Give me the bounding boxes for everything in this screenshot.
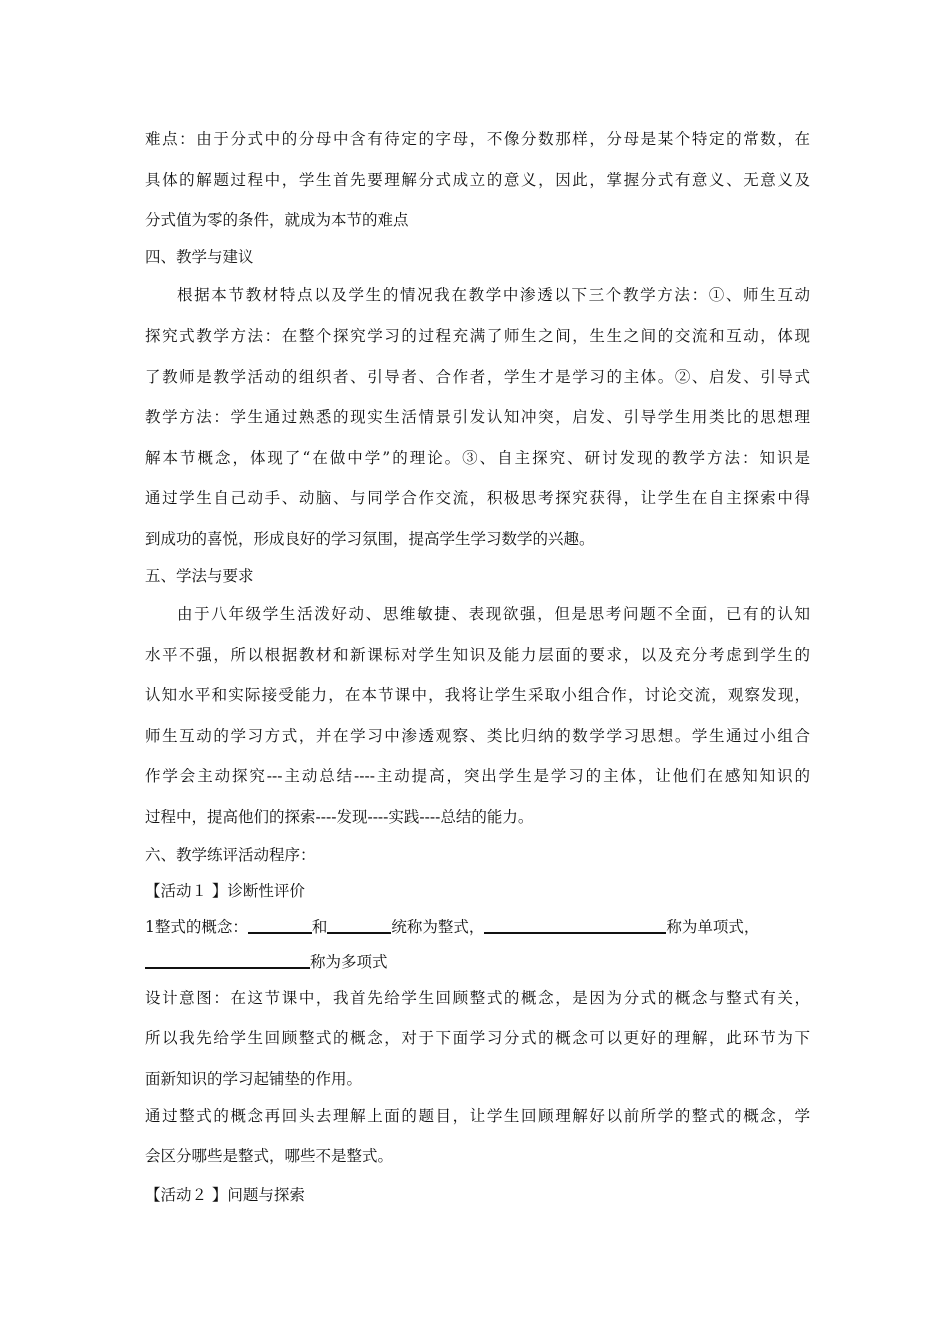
question-single-term: 称为单项式， [666, 918, 760, 936]
section-5-paragraph-line: 认知水平和实际接受能力，在本节课中，我将让学生采取小组合作，讨论交流，观察发现， [145, 686, 810, 704]
section-5-paragraph-line: 师生互动的学习方式，并在学习中渗透观察、类比归纳的数学学习思想。学生通过小组合 [145, 727, 810, 745]
design-intent-line: 设计意图：在这节课中，我首先给学生回顾整式的概念，是因为分式的概念与整式有关， [145, 989, 810, 1007]
design-intent-line: 所以我先给学生回顾整式的概念，对于下面学习分式的概念可以更好的理解，此环节为下 [145, 1029, 810, 1047]
section-4-paragraph-line: 通过学生自己动手、动脑、与同学合作交流，积极思考探究获得，让学生在自主探索中得 [145, 489, 810, 507]
activity-1-heading: 【活动１ 】诊断性评价 [145, 882, 305, 900]
section-4-paragraph-line: 解本节概念，体现了“在做中学”的理论。③、自主探究、研讨发现的教学方法：知识是 [145, 449, 810, 467]
section-4-paragraph-line: 根据本节教材特点以及学生的情况我在教学中渗透以下三个教学方法：①、师生互动 [177, 286, 810, 304]
section-5-paragraph-line: 作学会主动探究---主动总结----主动提高，突出学生是学习的主体，让他们在感知知识的 [145, 767, 810, 785]
section-5-paragraph-line: 由于八年级学生活泼好动、思维敏捷、表现欲强，但是思考问题不全面，已有的认知 [177, 605, 810, 623]
answer-blank-1[interactable] [248, 918, 312, 934]
design-intent-line: 面新知识的学习起铺垫的作用。 [145, 1070, 363, 1088]
section-6-heading: 六、教学练评活动程序： [145, 846, 316, 864]
section-5-paragraph-line: 过程中，提高他们的探索----发现----实践----总结的能力。 [145, 808, 534, 826]
section-5-heading: 五、学法与要求 [145, 567, 254, 585]
question-multi-term: 称为多项式 [310, 953, 388, 971]
section-4-paragraph-line: 了教师是教学活动的组织者、引导者、合作者，学生才是学习的主体。②、启发、引导式 [145, 368, 810, 386]
difficulty-line-1: 难点：由于分式中的分母中含有待定的字母，不像分数那样，分母是某个特定的常数，在 [145, 130, 810, 148]
difficulty-line-2: 具体的解题过程中，学生首先要理解分式成立的意义，因此，掌握分式有意义、无意义及 [145, 171, 810, 189]
section-4-paragraph-line: 探究式教学方法：在整个探究学习的过程充满了师生之间，生生之间的交流和互动，体现 [145, 327, 810, 345]
answer-blank-2[interactable] [327, 918, 391, 934]
answer-blank-4[interactable] [145, 953, 310, 969]
question-and: 和 [311, 918, 328, 936]
section-4-paragraph-line: 教学方法：学生通过熟悉的现实生活情景引发认知冲突，启发、引导学生用类比的思想理 [145, 408, 810, 426]
review-line: 通过整式的概念再回头去理解上面的题目，让学生回顾理解好以前所学的整式的概念，学 [145, 1107, 810, 1125]
answer-blank-3[interactable] [484, 918, 666, 934]
integer-concept-question-cont [145, 952, 810, 972]
section-4-paragraph-line: 到成功的喜悦，形成良好的学习氛围，提高学生学习数学的兴趣。 [145, 530, 595, 548]
integer-concept-question [145, 917, 810, 937]
difficulty-line-3: 分式值为零的条件，就成为本节的难点 [145, 211, 409, 229]
activity-2-heading: 【活动２ 】问题与探索 [145, 1186, 305, 1204]
section-4-heading: 四、教学与建议 [145, 248, 254, 266]
review-line: 会区分哪些是整式，哪些不是整式。 [145, 1147, 394, 1165]
question-mid: 统称为整式， [391, 918, 485, 936]
question-prefix: 1整式的概念： [145, 918, 248, 936]
section-5-paragraph-line: 水平不强，所以根据教材和新课标对学生知识及能力层面的要求，以及充分考虑到学生的 [145, 646, 810, 664]
